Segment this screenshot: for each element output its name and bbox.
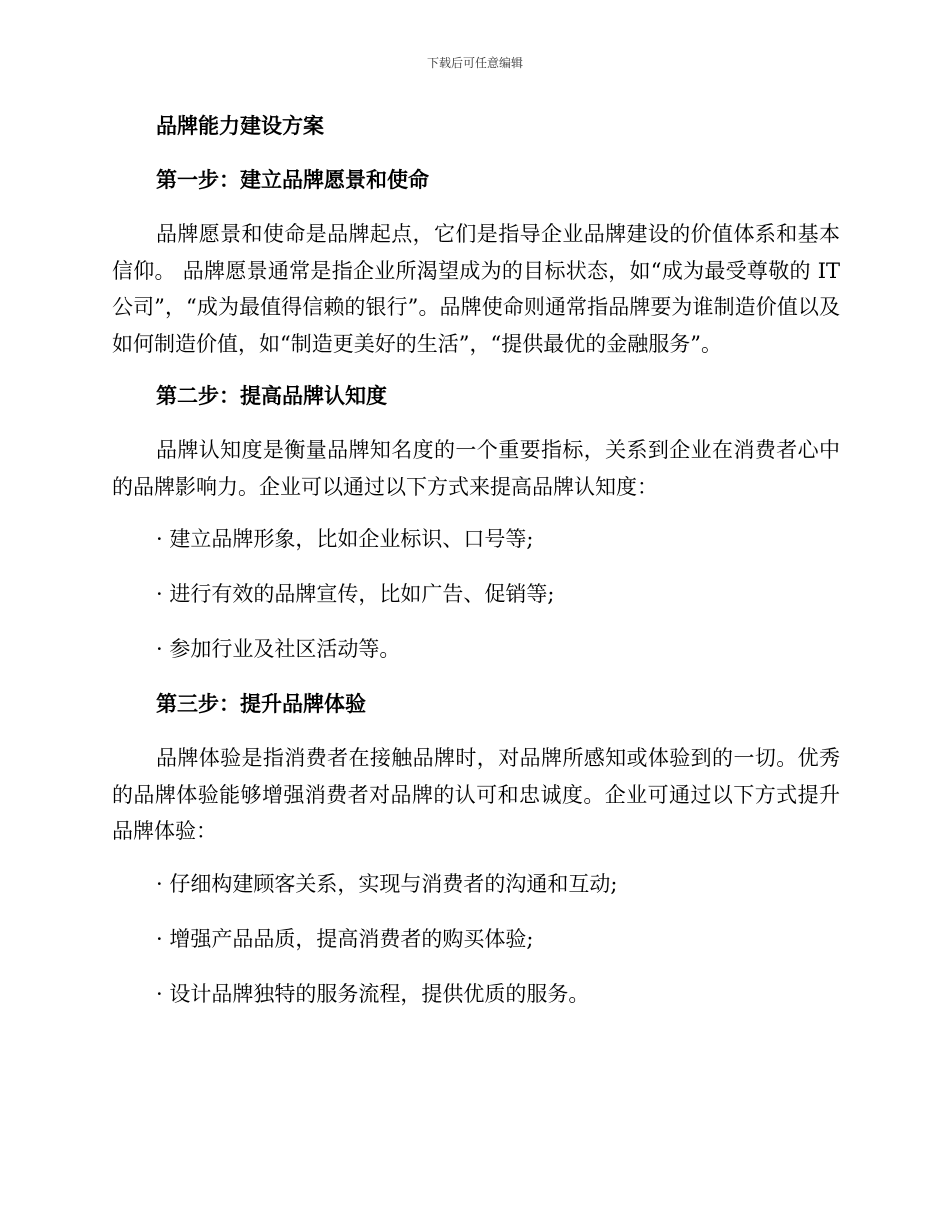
step3-bullet: · 仔细构建顾客关系，实现与消费者的沟通和互动; [156,871,618,896]
step1-heading: 第一步：建立品牌愿景和使命 [156,167,429,192]
step2-bullet: · 进行有效的品牌宣传，比如广告、促销等; [156,582,555,606]
step2-bullet: · 建立品牌形象，比如企业标识、口号等; [156,527,534,551]
step2-heading: 第二步：提高品牌认知度 [156,383,387,408]
document-body [112,110,840,1033]
step3-bullet: · 增强产品品质，提高消费者的购买体验; [156,926,534,951]
step2-paragraph: 品牌认知度是衡量品牌知名度的一个重要指标，关系到企业在消费者心中的品牌影响力。企业可以通过以下方式来提高品牌认知度： [112,438,840,499]
step2-bullet: · 参加行业及社区活动等。 [156,637,401,661]
step1-paragraph: 品牌愿景和使命是品牌起点，它们是指导企业品牌建设的价值体系和基本信仰。 品牌愿景通常是指企业所渴望成为的目标状态，如“成为最受尊敬的 IT 公司”，“成为最值得信赖的银行”。品牌使命则通常指品牌要为谁制造价值以及如何制造价值，如“制造更美好的生活”，“提供最优的金融服务”。 [112,222,840,356]
document-title: 品牌能力建设方案 [156,113,324,138]
step3-paragraph: 品牌体验是指消费者在接触品牌时，对品牌所感知或体验到的一切。优秀的品牌体验能够增强消费者对品牌的认可和忠诚度。企业可通过以下方式提升品牌体验： [112,746,840,843]
page-header: 下载后可任意编辑 [426,56,523,70]
step3-bullet: · 设计品牌独特的服务流程，提供优质的服务。 [156,981,590,1006]
step3-heading: 第三步：提升品牌体验 [156,691,366,716]
